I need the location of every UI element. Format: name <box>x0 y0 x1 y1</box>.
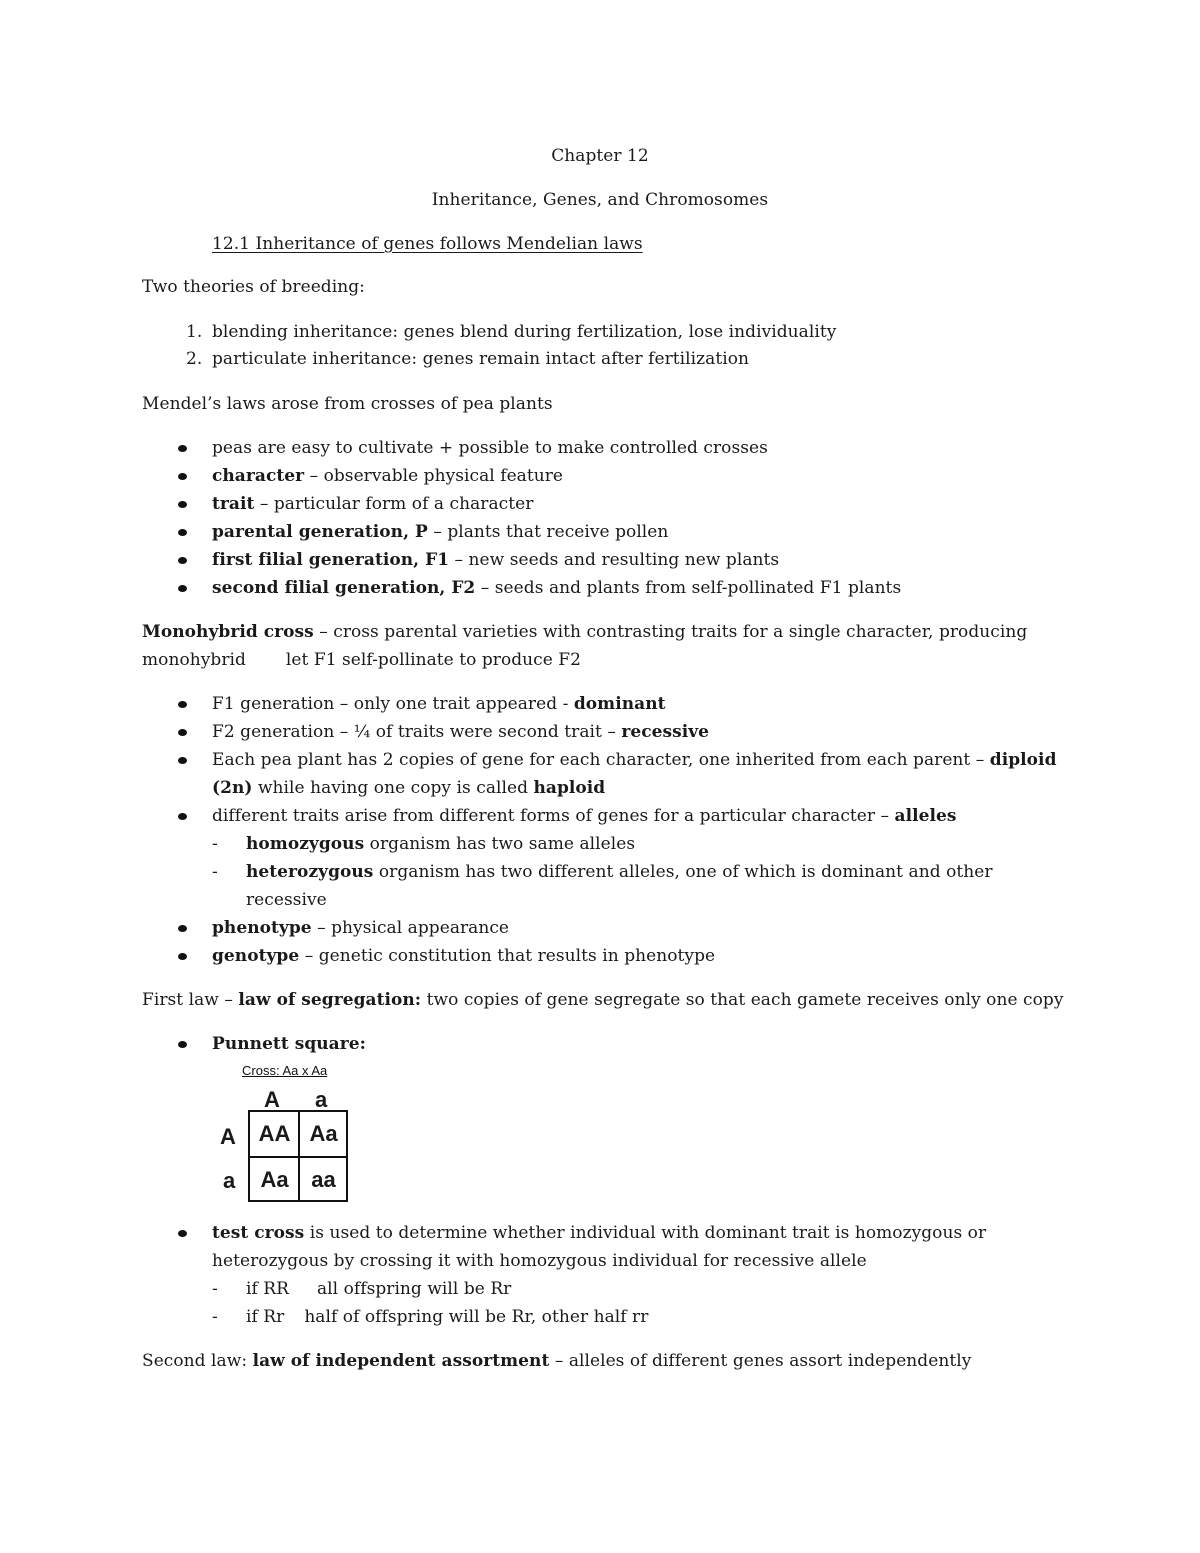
bullet-text <box>212 721 709 743</box>
definition: – physical appearance <box>311 918 510 938</box>
text-fragment: if RR <box>246 1279 289 1299</box>
term: dominant <box>573 694 666 714</box>
bullet-icon <box>178 473 187 480</box>
second-law-line <box>142 1350 971 1372</box>
sub-item-continued: recessive <box>246 890 327 910</box>
punnett-cell: Aa <box>309 1121 338 1146</box>
text-fragment: Second law: <box>142 1351 253 1371</box>
bullet-icon <box>178 701 187 708</box>
bullet-icon <box>178 813 187 820</box>
row-header: a <box>223 1168 236 1193</box>
term: diploid <box>989 750 1057 770</box>
list-number: 2. <box>186 349 203 369</box>
list-number: 1. <box>186 322 203 342</box>
bullet-text <box>212 1222 986 1244</box>
bullet-icon <box>178 729 187 736</box>
theories-intro: Two theories of breeding: <box>142 277 365 297</box>
term: test cross <box>212 1223 305 1243</box>
bullet-icon <box>178 757 187 764</box>
list-item: blending inheritance: genes blend during fertilization, lose individuality <box>212 322 837 342</box>
column-header: A <box>264 1087 280 1112</box>
punnett-cell: aa <box>311 1167 336 1192</box>
sub-item <box>246 1278 511 1300</box>
bullet-text <box>212 749 1057 771</box>
text-fragment: let F1 self-pollinate to produce F2 <box>285 650 582 670</box>
text-fragment: all offspring will be Rr <box>316 1279 512 1299</box>
chapter-label: Chapter 12 <box>551 146 649 166</box>
term: first filial generation, F1 <box>212 550 450 570</box>
bullet-text <box>212 693 666 715</box>
term: Monohybrid cross <box>142 622 314 642</box>
monohybrid-line <box>142 649 581 671</box>
definition: – seeds and plants from self-pollinated F1 plants <box>475 578 902 598</box>
definition: is used to determine whether individual with dominant trait is homozygous or <box>304 1223 987 1243</box>
term: heterozygous <box>246 862 374 882</box>
bullet-text-continued: heterozygous by crossing it with homozygous individual for recessive allele <box>212 1251 867 1271</box>
punnett-cell: Aa <box>260 1167 289 1192</box>
definition: organism has two same alleles <box>364 834 636 854</box>
sub-item <box>246 1306 648 1328</box>
term: genotype <box>212 946 300 966</box>
definition: – new seeds and resulting new plants <box>449 550 780 570</box>
term: second filial generation, F2 <box>212 578 476 598</box>
bullet-icon <box>178 557 187 564</box>
term: law of independent assortment <box>252 1351 550 1371</box>
list-item: particulate inheritance: genes remain intact after fertilization <box>212 349 749 369</box>
definition: – cross parental varieties with contrasting traits for a single character, producing <box>313 622 1028 642</box>
bullet-text: peas are easy to cultivate + possible to make controlled crosses <box>212 438 768 458</box>
bullet-icon <box>178 1041 187 1048</box>
text-fragment: half of offspring will be Rr, other half rr <box>304 1307 649 1327</box>
bullet-text <box>212 777 605 799</box>
text-fragment: Each pea plant has 2 copies of gene for each character, one inherited from each parent – <box>212 750 990 770</box>
bullet-text <box>212 521 668 543</box>
term: alleles <box>894 806 957 826</box>
bullet-text <box>212 805 956 827</box>
mendel-intro: Mendel’s laws arose from crosses of pea plants <box>142 394 553 414</box>
bullet-text <box>212 945 715 967</box>
bullet-text <box>212 465 563 487</box>
definition: organism has two different alleles, one of which is dominant and other <box>373 862 993 882</box>
bullet-icon <box>178 529 187 536</box>
dash-marker: - <box>212 1307 218 1327</box>
text-fragment: First law – <box>142 990 239 1010</box>
text-fragment: monohybrid <box>142 650 246 670</box>
bullet-icon <box>178 953 187 960</box>
first-law-line <box>142 989 1063 1011</box>
text-fragment: F2 generation – ¼ of traits were second trait – <box>212 722 622 742</box>
grid-divider <box>250 1156 346 1158</box>
term: haploid <box>533 778 606 798</box>
term: recessive <box>621 722 710 742</box>
bullet-text <box>212 549 779 571</box>
definition: – alleles of different genes assort independently <box>549 1351 972 1371</box>
text-fragment: different traits arise from different forms of genes for a particular character – <box>212 806 895 826</box>
text-fragment: while having one copy is called <box>252 778 534 798</box>
term: phenotype <box>212 918 312 938</box>
bullet-text <box>212 493 533 515</box>
bullet-text <box>212 577 901 599</box>
bullet-text <box>212 917 509 939</box>
text-fragment: F1 generation – only one trait appeared - <box>212 694 574 714</box>
definition: – genetic constitution that results in phenotype <box>299 946 716 966</box>
dash-marker: - <box>212 1279 218 1299</box>
bullet-icon <box>178 501 187 508</box>
chapter-title: Inheritance, Genes, and Chromosomes <box>431 190 769 210</box>
sub-item <box>246 833 635 855</box>
definition: two copies of gene segregate so that each gamete receives only one copy <box>421 990 1064 1010</box>
dash-marker: - <box>212 862 218 882</box>
text-fragment: if Rr <box>246 1307 285 1327</box>
bullet-icon <box>178 445 187 452</box>
definition: – plants that receive pollen <box>427 522 669 542</box>
section-heading: 12.1 Inheritance of genes follows Mendelian laws <box>212 234 643 254</box>
dash-marker: - <box>212 834 218 854</box>
term: parental generation, P <box>212 522 428 542</box>
punnett-caption: Cross: Aa x Aa <box>242 1063 328 1078</box>
term: trait <box>212 494 255 514</box>
punnett-cell: AA <box>258 1121 291 1146</box>
row-header: A <box>220 1124 236 1149</box>
term: (2n) <box>212 778 253 798</box>
column-header: a <box>315 1087 328 1112</box>
monohybrid-line <box>142 621 1027 643</box>
punnett-label: Punnett square: <box>212 1034 366 1054</box>
term: law of segregation: <box>238 990 422 1010</box>
definition: – particular form of a character <box>254 494 534 514</box>
term: homozygous <box>246 834 365 854</box>
definition: – observable physical feature <box>304 466 564 486</box>
punnett-grid <box>248 1110 348 1202</box>
bullet-icon <box>178 925 187 932</box>
sub-item <box>246 861 993 883</box>
bullet-icon <box>178 585 187 592</box>
bullet-icon <box>178 1230 187 1237</box>
term: character <box>212 466 305 486</box>
